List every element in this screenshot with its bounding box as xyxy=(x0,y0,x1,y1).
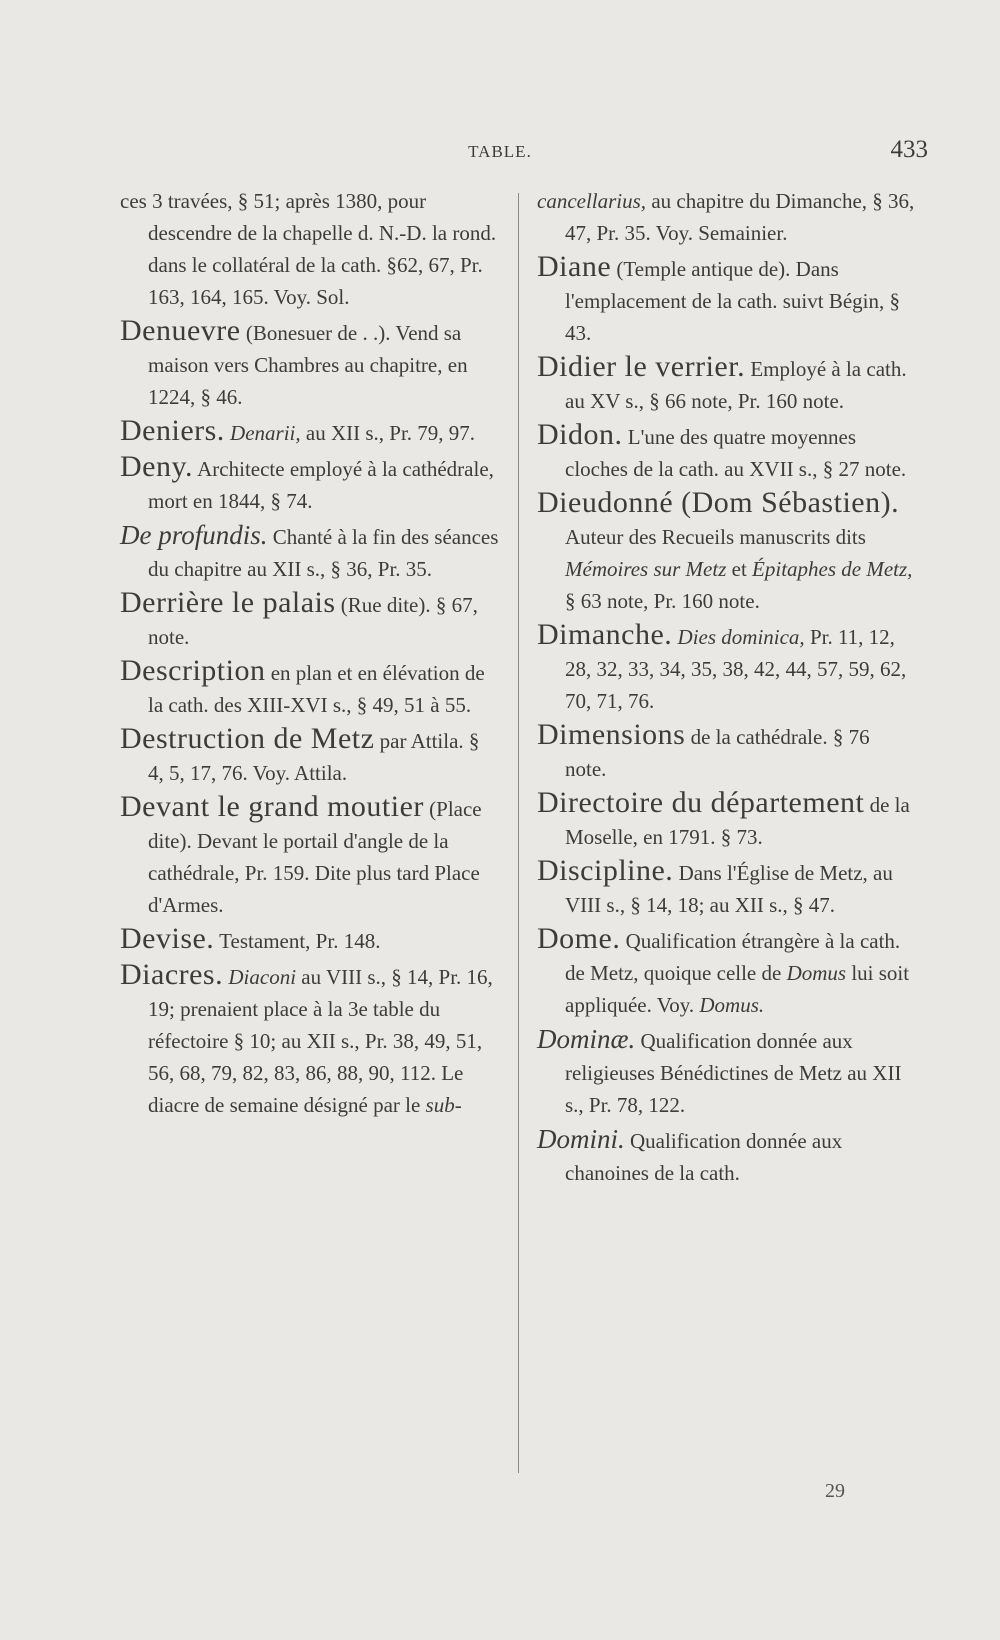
entry-text: (Bonesuer de . .). Vend sa maison vers Chambres au chapitre, en 1224, § 46. xyxy=(148,321,468,409)
entry-text: et xyxy=(726,557,753,581)
entry-italic-text: sub- xyxy=(425,1093,462,1117)
entry-text: au XII s., Pr. 79, 97. xyxy=(300,421,476,445)
entry-headword: Diacres. xyxy=(120,958,224,991)
entry-text: de la Moselle, en 1791. § 73. xyxy=(565,793,910,849)
entry-text: (Rue dite). § 67, note. xyxy=(148,593,478,649)
index-entry xyxy=(537,251,915,349)
entry-text: Employé à la cath. au XV s., § 66 note, Pr. 160 note. xyxy=(565,357,907,413)
entry-headword: Deniers. xyxy=(120,414,225,447)
entry-text: (Temple antique de). Dans l'emplacement de la cath. suivt Bégin, § 43. xyxy=(565,257,901,345)
entry-text: Qualification donnée aux religieuses Bénédictines de Metz au XII s., Pr. 78, 122. xyxy=(565,1029,902,1117)
entry-text: Qualification donnée aux chanoines de la cath. xyxy=(565,1129,843,1185)
index-entry xyxy=(537,351,915,417)
entry-text: Qualification étrangère à la cath. de Metz, quoique celle de xyxy=(565,929,901,985)
index-entry xyxy=(537,787,915,853)
running-head: TABLE. xyxy=(468,142,532,161)
index-entry xyxy=(120,791,500,921)
index-entry xyxy=(537,1023,915,1121)
entry-text: Chanté à la fin des séances du chapitre au XII s., § 36, Pr. 35. xyxy=(148,525,499,581)
index-entry xyxy=(120,415,500,449)
index-entry-continuation xyxy=(537,185,915,249)
index-entry xyxy=(120,315,500,413)
entry-text: Pr. 11, 12, 28, 32, 33, 34, 35, 38, 42, 44, 57, 59, 62, 70, 71, 76. xyxy=(565,625,907,713)
index-entry xyxy=(120,451,500,517)
entry-headword: Devant le grand moutier xyxy=(120,790,424,823)
index-entry xyxy=(120,723,500,789)
entry-text: L'une des quatre moyennes cloches de la cath. au XVII s., § 27 note. xyxy=(565,425,907,481)
right-column xyxy=(537,185,915,1191)
column-divider xyxy=(518,193,519,1473)
entry-headword: Destruction de Metz xyxy=(120,722,375,755)
entry-headword: Dimanche. xyxy=(537,618,673,651)
entry-italic-text: Dies dominica, xyxy=(672,625,805,649)
entry-headword: Description xyxy=(120,654,266,687)
entry-text: en plan et en élévation de la cath. des XIII-XVI s., § 49, 51 à 55. xyxy=(148,661,485,717)
entry-headword: Domini. xyxy=(537,1124,625,1154)
entry-italic-text: Denarii, xyxy=(224,421,301,445)
index-entry xyxy=(537,419,915,485)
index-entry xyxy=(537,923,915,1021)
entry-italic-text: cancellarius, xyxy=(537,189,647,213)
index-entry xyxy=(120,923,500,957)
entry-headword: Dominæ. xyxy=(537,1024,636,1054)
entry-text: par Attila. § 4, 5, 17, 76. Voy. Attila. xyxy=(148,729,480,785)
index-entry xyxy=(537,619,915,717)
entry-text: Dans l'Église de Metz, au VIII s., § 14, 18; au XII s., § 47. xyxy=(565,861,893,917)
entry-headword: Devise. xyxy=(120,922,215,955)
entry-text: ces 3 travées, § 51; après 1380, pour descendre de la chapelle d. N.-D. la rond. dans le collatéral de la cath. §62, 67, Pr. 163, 164, 165. Voy. Sol. xyxy=(120,189,497,309)
entry-headword: Diane xyxy=(537,250,612,283)
index-entry xyxy=(120,587,500,653)
index-entry xyxy=(120,655,500,721)
entry-text: au VIII s., § 14, Pr. 16, 19; prenaient place à la 3e table du réfectoire § 10; au XII s., Pr. 38, 49, 51, 56, 68, 79, 82, 83, 86, 88, 90, 112. Le diacre de semaine désigné par le xyxy=(148,965,493,1117)
entry-italic-text: Mémoires sur Metz xyxy=(565,557,727,581)
page-number: 433 xyxy=(890,136,928,163)
entry-text: Testament, Pr. 148. xyxy=(214,929,381,953)
index-entry-continuation xyxy=(120,185,500,313)
entry-headword: Discipline. xyxy=(537,854,674,887)
entry-italic-text: Domus xyxy=(786,961,847,985)
entry-italic-text: Diaconi xyxy=(223,965,297,989)
index-entry xyxy=(537,487,915,617)
entry-headword: Didier le verrier. xyxy=(537,350,746,383)
entry-headword: De profundis. xyxy=(120,520,268,550)
entry-headword: Dimensions xyxy=(537,718,686,751)
index-entry xyxy=(120,959,500,1121)
index-entry xyxy=(537,855,915,921)
index-entry xyxy=(537,1123,915,1189)
entry-italic-text: Épitaphes de Metz, xyxy=(752,557,913,581)
entry-headword: Derrière le palais xyxy=(120,586,336,619)
entry-text: Auteur des Recueils manuscrits dits xyxy=(565,525,866,549)
entry-headword: Denuevre xyxy=(120,314,241,347)
index-entry xyxy=(120,519,500,585)
index-entry xyxy=(537,719,915,785)
entry-headword: Didon. xyxy=(537,418,623,451)
entry-headword: Deny. xyxy=(120,450,194,483)
entry-text: lui soit appliquée. Voy. xyxy=(565,961,910,1017)
signature-mark: 29 xyxy=(825,1480,845,1502)
entry-headword: Dome. xyxy=(537,922,621,955)
entry-text: de la cathédrale. § 76 note. xyxy=(565,725,870,781)
entry-headword: Directoire du département xyxy=(537,786,865,819)
entry-italic-text: Domus. xyxy=(699,993,765,1017)
left-column xyxy=(120,185,500,1123)
entry-text: au chapitre du Dimanche, § 36, 47, Pr. 35. Voy. Semainier. xyxy=(565,189,915,245)
entry-text: Architecte employé à la cathédrale, mort en 1844, § 74. xyxy=(148,457,494,513)
entry-headword: Dieudonné (Dom Sébastien). xyxy=(537,486,900,519)
entry-text: (Place dite). Devant le portail d'angle de la cathédrale, Pr. 159. Dite plus tard Place d'Armes. xyxy=(148,797,482,917)
entry-text: § 63 note, Pr. 160 note. xyxy=(565,589,760,613)
